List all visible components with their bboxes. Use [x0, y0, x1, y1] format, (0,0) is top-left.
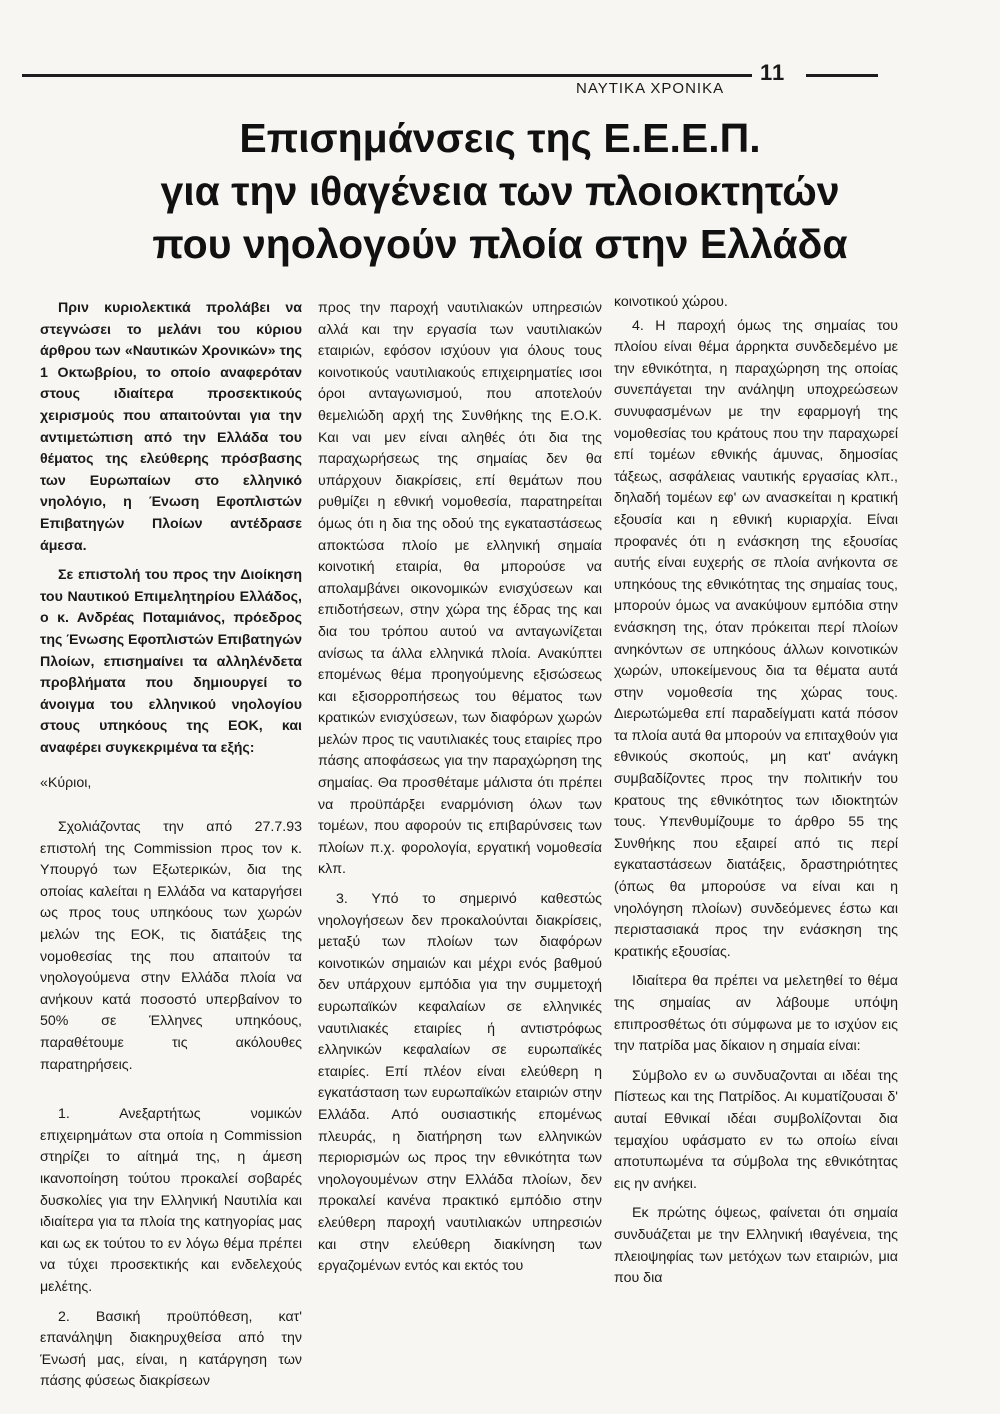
body-paragraph: 2. Βασική προϋπόθεση, κατ' επανάληψη διακηρυχθείσα από την Ένωσή μας, είναι, η κατάργηση των πάσης φύσεως διακρίσεων — [40, 1308, 302, 1390]
column-2 — [318, 298, 602, 1286]
column-3 — [614, 292, 898, 1298]
body-paragraph: Σχολιάζοντας την από 27.7.93 επιστολή της Commission προς τον κ. Υπουργό των Εξωτερικών, δια της οποίας καλείται η Ελλάδα να καταργήσει ως προς τους υπηκόους των χωρών μελών της ΕΟΚ, τις διατάξεις της νομοθεσίας της που απαιτούν τα νηολογούμενα στην Ελλάδα πλοία να ανήκουν κατά ποσοστό υπερβαίνον το 50% σε Έλληνες υπηκόους, παραθέτουμε τις ακόλουθες παρατηρήσεις. — [40, 819, 302, 1073]
page-number: 11 — [760, 60, 786, 85]
publication-name: ΝΑΥΤΙΚΑ ΧΡΟΝΙΚΑ — [576, 80, 725, 97]
body-paragraph: 1. Ανεξαρτήτως νομικών επιχειρημάτων στα οποία η Commission στηρίζει το αίτημά της, η άμεση ικανοποίηση τούτου προκαλεί σοβαρές δυσκολίες για την Ελληνική Ναυτιλία και ιδιαίτερα για τα πλοία της κατηγορίας μας και ως εκ τούτου το εν λόγω θέμα πρέπει να τύχει προσεκτικής και ενδελεχούς μελέτης. — [40, 1106, 302, 1295]
header-rule-left — [22, 74, 752, 77]
body-paragraph: 3. Υπό το σημερινό καθεστώς νηολογήσεων δεν προκαλούνται διακρίσεις, μεταξύ των πλοίων των διαφόρων κοινοτικών σημαιών και μέχρι ενός βαθμού δεν υπάρχουν εμπόδια για την συμμετοχή ευρωπαϊκών κεφαλαίων σε ελληνικές ναυτιλιακές εταιρίες ή αντιστρόφως ελληνικών κεφαλαίων σε ευρωπαϊκές εταιρίες. Επί πλέον είναι ελεύθερη η εγκατάσταση των ευρωπαϊκών εταιριών στην Ελλάδα. Από ουσιαστικής επομένως πλευράς, η διατήρηση των ελληνικών περιορισμών ως προς την εθνικότητα των νηολογουμένων στην Ελλάδα πλοίων, δεν προκαλεί κανένα πρακτικό εμπόδιο στην ελεύθερη παροχή ναυτιλιακών υπηρεσιών και στην ελεύθερη διακίνηση των εργαζομένων εντός και εκτός του — [318, 891, 602, 1275]
article-headline — [0, 112, 1000, 271]
body-paragraph: 4. Η παροχή όμως της σημαίας του πλοίου είναι θέμα άρρηκτα συνδεδεμένο με την εθνικότητα, η παραχώρηση της οποίας συνεπάγεται την ανάληψη υποχρεώσεων συνυφασμένων με την εφαρμογή της νομοθεσίας του κράτους που την παραχωρεί επί τομέων εθνικής άμυνας, δημοσίας τάξεως, ασφάλειας ναυτικής εργασίας κλπ., δηλαδή τομέων εφ' ων ανασκείται η κρατική εξουσία και η εθνική κυριαρχία. Είναι προφανές ότι η ενάσκηση της εξουσίας αυτής είναι ευχερής σε πλοία ανήκοντα σε υπηκόους της εθνικότητας της σημαίας τους, μπορούν όμως να ανακύψουν εμπόδια στην ενάσκηση της, όταν πρόκειται περί πλοίων ανηκόντων σε υπηκόους άλλων κοινοτικών χωρών, υποκείμενους δια τα θέματα αυτά στην νομοθεσία της χώρας τους. Διερωτώμεθα επί παραδείγματι κατά πόσον τα πλοία αυτά θα μπορούν να επιταχθούν για εθνικούς σκοπούς, μη κατ' ανάγκη συμβαδίζοντες προς την πολιτικήν του κρατους της εθνικότητος των ιδιοκτητών τους. Υπενθυμίζουμε το άρθρο 55 της Συνθήκης που εξαιρεί από τις περί εγκαταστάσεων διατάξεις, δραστηριότητες (όπως θα μπορούσε να είναι και η νηολόγηση πλοίων) συνδεόμενες έστω και περιστασιακά προς την ενάσκηση της κρατικής εξουσίας. — [614, 317, 898, 960]
intro-paragraph: Σε επιστολή του προς την Διοίκηση του Ναυτικού Επιμελητηρίου Ελλάδος, ο κ. Ανδρέας Ποταμιάνος, πρόεδρος της Ένωσης Εφοπλιστών Επιβατηγών Πλοίων, επισημαίνει τα αλληλένδετα προβλήματα που δημιουργεί το άνοιγμα του ελληνικού νηολογίου στους υπηκόους της ΕΟΚ, και αναφέρει συγκεκριμένα τα εξής: — [40, 567, 302, 756]
header-rule-right — [806, 74, 878, 77]
body-paragraph: κοινοτικού χώρου. — [614, 294, 728, 310]
headline-line-1: Επισημάνσεις της Ε.Ε.Ε.Π. — [239, 115, 761, 161]
headline-line-3: που νηολογούν πλοία στην Ελλάδα — [152, 221, 848, 267]
body-paragraph: Ιδιαίτερα θα πρέπει να μελετηθεί το θέμα της σημαίας αν λάβουμε υπόψη επιπροσθέτως ότι σύμφωνα με το ισχύον εις την πατρίδα μας δίκαιον η σημαία είναι: — [614, 973, 898, 1055]
body-paragraph: προς την παροχή ναυτιλιακών υπηρεσιών αλλά και την εργασία των ναυτιλιακών εταιριών, εφόσον ισχύουν για όλους τους κοινοτικούς ναυτιλιακούς επιχειρηματίες ισοι όροι ανταγωνισμού, που αποτελούν θεμελιώδη αρχή της Συνθήκης της Ε.Ο.Κ. Και ναι μεν είναι αληθές ότι δια της παραχωρήσεως της σημαίας δεν θα υπάρχουν διακρίσεις, επί θεμάτων που ρυθμίζει η εθνική νομοθεσία, παρατηρείται όμως ότι η δια της οδού της εγκαταστάσεως αποκτώσα πλοίο με ελληνική σημαία κοινοτική εταιρία, θα μπορούσε να απολαμβάνει οικονομικών ενισχύσεων και επιδοτήσεων, στην χώρα της έδρας της και δια του τρόπου αυτού να ανταγωνίζεται ανίσως τα άλλα ελληνικά πλοία. Ανακύπτει επομένως θέμα προηγούμενης εξισώσεως και εξισορροπήσεως του θέματος των κρατικών ενισχύσεων, των διαφόρων χωρών μελών προς τις ναυτιλιακές τους εταιρίες προ πάσης αποφάσεως για την παραχώρηση της σημαίας. Θα προσθέταμε μάλιστα ότι πρέπει να προϋπάρξει εναρμόνιση όλων των τομέων, που αφορούν τις επιβαρύνσεις των πλοίων π.χ. φορολογία, εργατική νομοθεσία κλπ. — [318, 300, 602, 878]
column-1 — [40, 298, 302, 1401]
body-paragraph: Εκ πρώτης όψεως, φαίνεται ότι σημαία συνδυάζεται με την Ελληνική ιθαγένεια, της πλειοψηφίας των μετόχων των εταιριών, μια που δια — [614, 1205, 898, 1287]
salutation: «Κύριοι, — [40, 775, 92, 792]
intro-paragraph: Πριν κυριολεκτικά προλάβει να στεγνώσει το μελάνι του κύριου άρθρου των «Ναυτικών Χρονικών» της 1 Οκτωβρίου, το οποίο αναφερόταν στους ιδιαίτερα προσεκτικούς χειρισμούς που απαιτούνται για την αντιμετώπιση από την Ελλάδα του θέματος της ελεύθερης πρόσβασης των Ευρωπαίων στο ελληνικό νηολόγιο, η Ένωση Εφοπλιστών Επιβατηγών Πλοίων αντέδρασε άμεσα. — [40, 300, 302, 554]
headline-line-2: για την ιθαγένεια των πλοιοκτητών — [160, 168, 840, 214]
body-paragraph: Σύμβολο εν ω συνδυαζονται αι ιδέαι της Πίστεως και της Πατρίδος. Αι κυματίζουσαι δ' αυταί Εθνικαί ιδέαι συμβολίζονται δια τεμαχίου υφάσματο εν τω οποίω είναι αποτυπωμένα τα σύμβολα της εθνικότητας εις ην ανήκει. — [614, 1067, 898, 1192]
